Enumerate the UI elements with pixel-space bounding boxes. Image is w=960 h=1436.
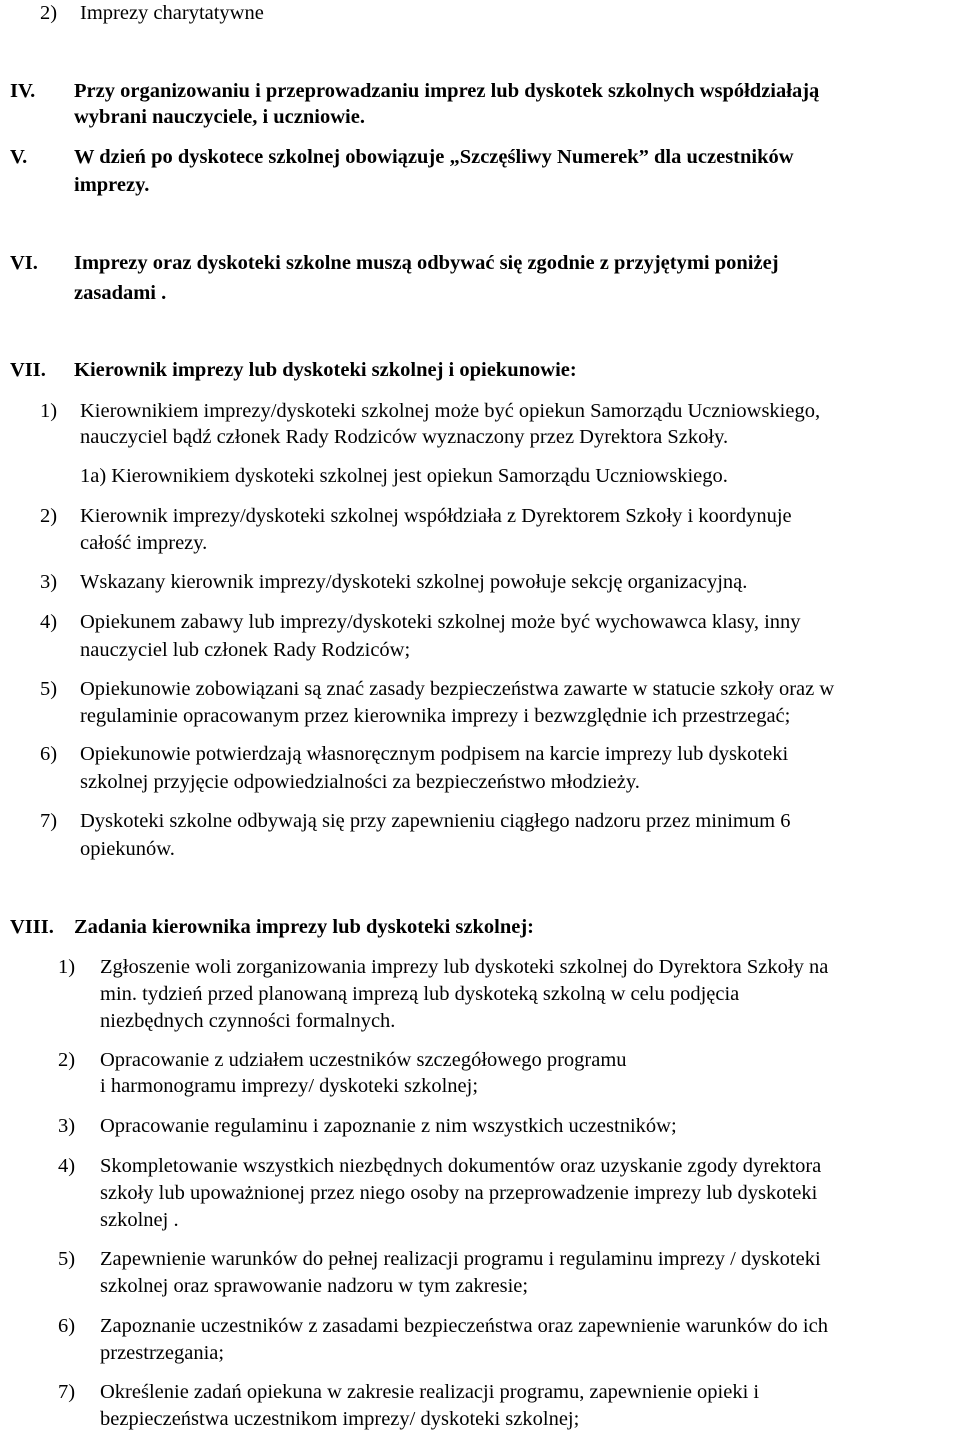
item-number: 3) [58, 1115, 76, 1137]
item-line: Zapewnienie warunków do pełnej realizacji programu i regulaminu imprezy / dyskoteki [100, 1248, 821, 1270]
item-line: szkolnej przyjęcie odpowiedzialności za bezpieczeństwo młodzieży. [80, 771, 640, 793]
item-line: Kierownikiem imprezy/dyskoteki szkolnej może być opiekun Samorządu Uczniowskiego, [80, 400, 821, 422]
item-number: 6) [58, 1315, 76, 1337]
item-line: Dyskoteki szkolne odbywają się przy zapewnieniu ciągłego nadzoru przez minimum 6 [80, 810, 791, 832]
item-line: Opiekunowie zobowiązani są znać zasady bezpieczeństwa zawarte w statucie szkoły oraz w [80, 678, 835, 700]
item-text: Imprezy charytatywne [80, 2, 264, 24]
item-line: 1a) Kierownikiem dyskoteki szkolnej jest opiekun Samorządu Uczniowskiego. [80, 465, 728, 487]
section-number: IV. [10, 80, 36, 102]
section-heading-line: imprezy. [74, 174, 150, 196]
item-line: Zgłoszenie woli zorganizowania imprezy lub dyskoteki szkolnej do Dyrektora Szkoły na [100, 956, 829, 978]
item-number: 3) [40, 571, 58, 593]
section-heading-line: zasadami . [74, 282, 167, 304]
item-line: szkolnej oraz sprawowanie nadzoru w tym zakresie; [100, 1275, 529, 1297]
item-line: Określenie zadań opiekuna w zakresie realizacji programu, zapewnienie opieki i [100, 1381, 760, 1403]
item-number: 6) [40, 743, 58, 765]
item-line: bezpieczeństwa uczestnikom imprezy/ dyskoteki szkolnej; [100, 1408, 580, 1430]
section-title: Kierownik imprezy lub dyskoteki szkolnej i opiekunowie: [74, 359, 577, 381]
item-line: Opiekunowie potwierdzają własnoręcznym podpisem na karcie imprezy lub dyskoteki [80, 743, 789, 765]
item-number: 2) [58, 1049, 76, 1071]
item-number: 4) [58, 1155, 76, 1177]
section-title: Zadania kierownika imprezy lub dyskoteki szkolnej: [74, 916, 534, 938]
item-line: nauczyciel lub członek Rady Rodziców; [80, 639, 411, 661]
item-line: Skompletowanie wszystkich niezbędnych dokumentów oraz uzyskanie zgody dyrektora [100, 1155, 822, 1177]
item-line: Kierownik imprezy/dyskoteki szkolnej współdziała z Dyrektorem Szkoły i koordynuje [80, 505, 792, 527]
item-number: 2) [40, 505, 58, 527]
item-number: 5) [58, 1248, 76, 1270]
item-line: Zapoznanie uczestników z zasadami bezpieczeństwa oraz zapewnienie warunków do ich [100, 1315, 828, 1337]
item-number: 7) [58, 1381, 76, 1403]
item-line: opiekunów. [80, 838, 175, 860]
section-number: VIII. [10, 916, 54, 938]
section-number: VI. [10, 252, 38, 274]
item-number: 1) [58, 956, 76, 978]
item-line: nauczyciel bądź członek Rady Rodziców wyznaczony przez Dyrektora Szkoły. [80, 426, 729, 448]
section-heading-line: Przy organizowaniu i przeprowadzaniu imprez lub dyskotek szkolnych współdziałają [74, 80, 820, 102]
item-line: Wskazany kierownik imprezy/dyskoteki szkolnej powołuje sekcję organizacyjną. [80, 571, 748, 593]
item-line: Opracowanie z udziałem uczestników szczegółowego programu [100, 1049, 627, 1071]
section-number: V. [10, 146, 28, 168]
item-line: regulaminie opracowanym przez kierownika imprezy i bezwzględnie ich przestrzegać; [80, 705, 791, 727]
section-number: VII. [10, 359, 46, 381]
item-number: 4) [40, 611, 58, 633]
item-line: szkolnej . [100, 1209, 179, 1231]
item-line: całość imprezy. [80, 532, 208, 554]
item-number: 7) [40, 810, 58, 832]
item-number: 5) [40, 678, 58, 700]
item-line: niezbędnych czynności formalnych. [100, 1010, 396, 1032]
item-line: Opracowanie regulaminu i zapoznanie z nim wszystkich uczestników; [100, 1115, 677, 1137]
item-line: Opiekunem zabawy lub imprezy/dyskoteki szkolnej może być wychowawca klasy, inny [80, 611, 801, 633]
item-number: 2) [40, 2, 58, 24]
item-line: szkoły lub upoważnionej przez niego osoby na przeprowadzenie imprezy lub dyskoteki [100, 1182, 818, 1204]
section-heading-line: W dzień po dyskotece szkolnej obowiązuje „Szczęśliwy Numerek” dla uczestników [74, 146, 794, 168]
item-number: 1) [40, 400, 58, 422]
item-line: przestrzegania; [100, 1342, 225, 1364]
section-heading-line: wybrani nauczyciele, i uczniowie. [74, 106, 365, 128]
item-line: i harmonogramu imprezy/ dyskoteki szkolnej; [100, 1075, 479, 1097]
item-line: min. tydzień przed planowaną imprezą lub dyskoteką szkolną w celu podjęcia [100, 983, 740, 1005]
section-heading-line: Imprezy oraz dyskoteki szkolne muszą odbywać się zgodnie z przyjętymi poniżej [74, 252, 779, 274]
